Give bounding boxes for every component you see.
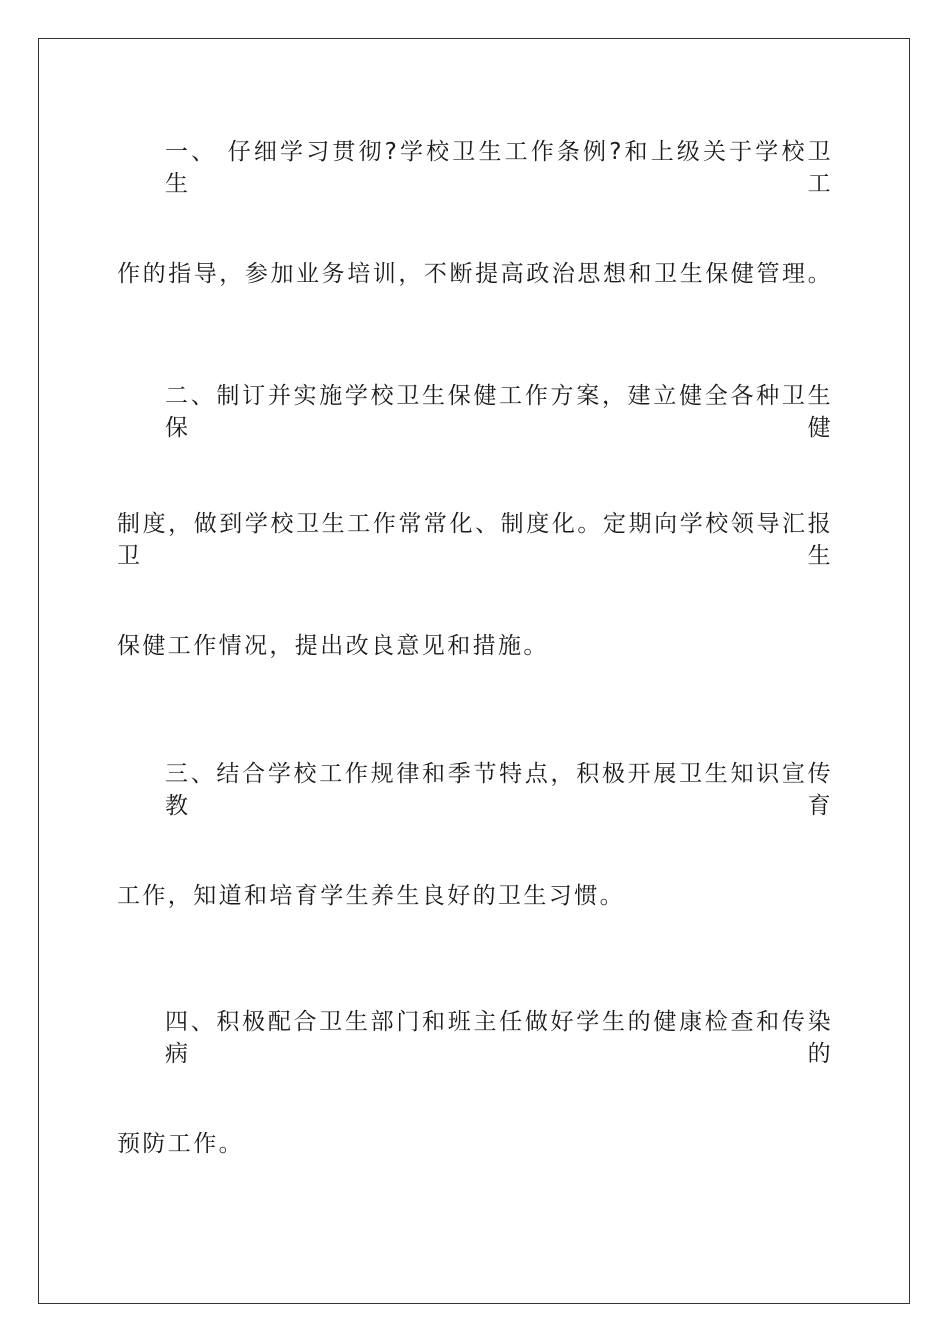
paragraph-3-line-2: 工作，知道和培育学生养生良好的卫生习惯。 [117,883,625,909]
paragraph-4-line-1: 四、积极配合卫生部门和班主任做好学生的健康检查和传染病的 [165,1009,833,1067]
paragraph-4-line-2: 预防工作。 [117,1131,244,1157]
paragraph-1-line-1: 一、 仔细学习贯彻?学校卫生工作条例?和上级关于学校卫生工 [165,139,833,197]
paragraph-2-line-3: 保健工作情况，提出改良意见和措施。 [117,633,549,659]
paragraph-3-line-1: 三、结合学校工作规律和季节特点，积极开展卫生知识宣传教育 [165,761,833,819]
paragraph-2-line-2: 制度，做到学校卫生工作常常化、制度化。定期向学校领导汇报卫生 [117,511,833,569]
paragraph-2-line-1: 二、制订并实施学校卫生保健工作方案，建立健全各种卫生保健 [165,383,833,441]
paragraph-1-line-2: 作的指导，参加业务培训，不断提高政治思想和卫生保健管理。 [117,261,833,287]
page-border [38,38,910,1304]
